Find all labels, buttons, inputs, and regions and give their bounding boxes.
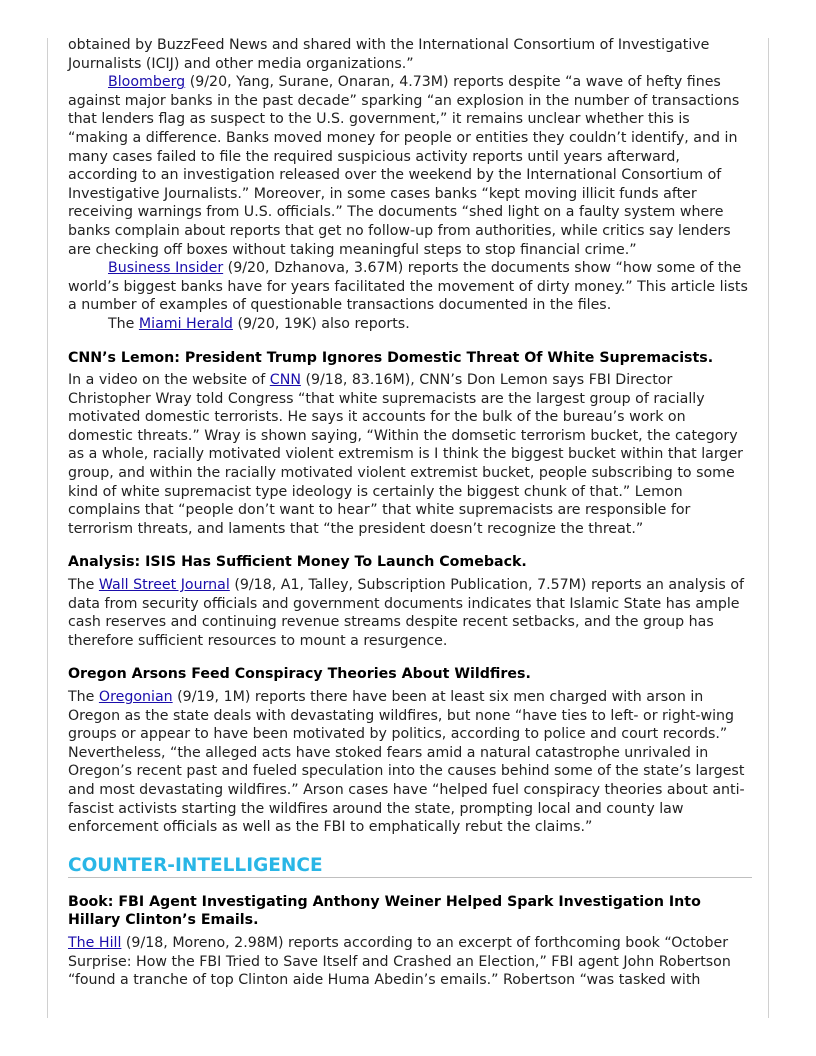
section-heading-counter-intelligence: COUNTER-INTELLIGENCE: [68, 855, 752, 878]
right-margin-rule: [768, 38, 769, 1018]
weiner-paragraph: The Hill (9/18, Moreno, 2.98M) reports according to an excerpt of forthcoming book “October Surprise: How the FBI Tried to Save Itself and Crashed an Election,” FBI agent John Robertson “found a tranche of top Clinton aide Huma Abedin’s emails.” Robertson “was tasked with: [68, 934, 731, 989]
intro-paragraph: obtained by BuzzFeed News and shared with the International Consortium of Investigative Journalists (ICIJ) and other media organizations.”: [68, 37, 710, 72]
wall-street-journal-link[interactable]: Wall Street Journal: [98, 577, 230, 594]
isis-paragraph: The Wall Street Journal (9/18, A1, Talley, Subscription Publication, 7.57M) reports an analysis of data from security officials and government documents indicates that Islamic State has ample cash reserves and continuing revenue streams despite recent setbacks, and the group has therefore sufficient resources to mount a resurgence.: [68, 577, 744, 649]
cnn-headline: CNN’s Lemon: President Trump Ignores Domestic Threat Of White Supremacists.: [68, 349, 714, 366]
business-insider-paragraph: Business Insider (9/20, Dzhanova, 3.67M) reports the documents show “how some of the world’s biggest banks have for years facilitated the movement of dirty money.” This article lists a number of examples of questionable transactions documented in the files.: [68, 260, 748, 314]
weiner-headline: Book: FBI Agent Investigating Anthony Weiner Helped Spark Investigation Into Hillary Clinton’s Emails.: [68, 893, 701, 929]
miami-herald-paragraph: The Miami Herald (9/20, 19K) also reports.: [108, 315, 410, 332]
left-margin-rule: [47, 38, 48, 1018]
bloomberg-link[interactable]: Bloomberg: [108, 74, 186, 91]
miami-herald-link[interactable]: Miami Herald: [138, 315, 233, 332]
isis-headline: Analysis: ISIS Has Sufficient Money To Launch Comeback.: [68, 554, 527, 571]
business-insider-link[interactable]: Business Insider: [108, 260, 224, 277]
the-hill-link[interactable]: The Hill: [68, 934, 122, 951]
cnn-link[interactable]: CNN: [269, 372, 301, 389]
oregon-paragraph: The Oregonian (9/19, 1M) reports there have been at least six men charged with arson in Oregon as the state deals with devastating wildfires, but none “have ties to left- or right-wing groups or appear to have been motivated by politics, according to police and court records.” Nevertheless, “the alleged acts have stoked fears amid a natural catastrophe unrivaled in Oregon’s recent past and fueled speculation into the causes behind some of the state’s largest and most devastating wildfires.” Arson cases have “helped fuel conspiracy theories about anti-fascist activists starting the wildfires around the state, prompting local and county law enforcement officials as well as the FBI to emphatically rebut the claims.”: [68, 689, 745, 836]
cnn-paragraph: In a video on the website of CNN (9/18, 83.16M), CNN’s Don Lemon says FBI Director Christopher Wray told Congress “that white supremacists are the largest group of racially motivated domestic terrorists. He says it accounts for the bulk of the bureau’s work on domestic threats.” Wray is shown saying, “Within the domsetic terrorism bucket, the category as a whole, racially motivated violent extremism is I think the biggest bucket within that larger group, and within the racially motivated violent extremist bucket, people subscribing to some kind of white supremacist type ideology is certainly the biggest chunk of that.” Lemon complains that “people don’t want to hear” that white supremacists are responsible for terrorism threats, and laments that “the president doesn’t recognize the threat.”: [68, 372, 743, 537]
oregon-headline: Oregon Arsons Feed Conspiracy Theories About Wildfires.: [68, 666, 531, 683]
oregonian-link[interactable]: Oregonian: [98, 689, 173, 705]
bloomberg-paragraph: Bloomberg (9/20, Yang, Surane, Onaran, 4.73M) reports despite “a wave of hefty fines against major banks in the past decade” sparking “an explosion in the number of transactions that lenders flag as suspect to the U.S. government,” it remains unclear whether this is “making a difference. Banks moved money for people or entities they couldn’t identify, and in many cases failed to file the required suspicious activity reports until years afterward, according to an investigation released over the weekend by the International Consortium of Investigative Journalists.” Moreover, in some cases banks “kept moving illicit funds after receiving warnings from U.S. officials.” The documents “shed light on a faulty system where banks complain about reports that get no follow-up from authorities, while critics say lenders are checking off boxes without taking meaningful steps to stop financial crime.”: [68, 74, 740, 258]
document-page: [68, 36, 752, 990]
